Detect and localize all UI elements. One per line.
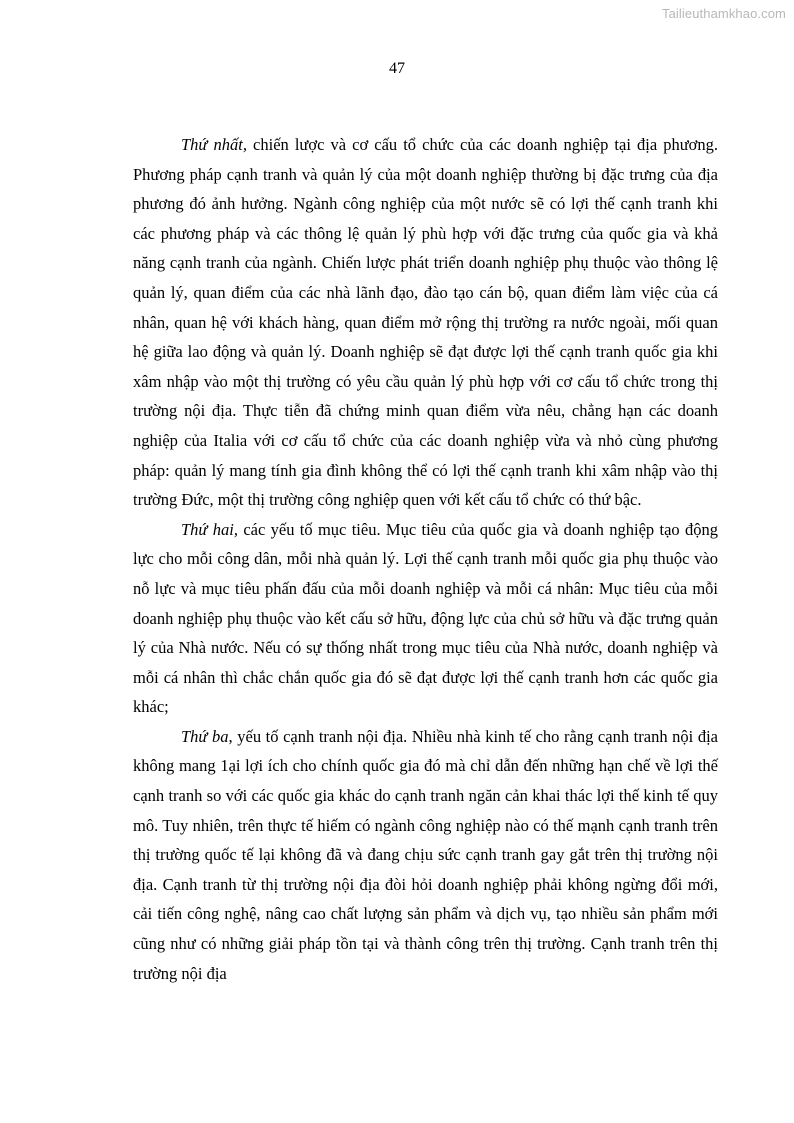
paragraph-lead: Thứ nhất, [181, 135, 247, 154]
paragraph-first [133, 130, 718, 515]
page-number: 47 [389, 60, 405, 77]
body-text [133, 130, 718, 988]
paragraph-second [133, 515, 718, 722]
paragraph-text: chiến lược và cơ cấu tổ chức của các doanh nghiệp tại địa phương. Phương pháp cạnh tranh và quản lý của một doanh nghiệp thường bị đặc trưng của địa phương đó ảnh hưởng. Ngành công nghiệp của một nước sẽ có lợi thế cạnh tranh khi các phương pháp và các thông lệ quản lý phù hợp với đặc trưng của quốc gia và khả năng cạnh tranh của ngành. Chiến lược phát triển doanh nghiệp phụ thuộc vào thông lệ quản lý, quan điểm của các nhà lãnh đạo, đào tạo cán bộ, quan điểm làm việc của cá nhân, quan hệ với khách hàng, quan điểm mở rộng thị trường ra nước ngoài, mối quan hệ giữa lao động và quản lý. Doanh nghiệp sẽ đạt được lợi thế cạnh tranh quốc gia khi xâm nhập vào một thị trường có yêu cầu quản lý phù hợp với cơ cấu tổ chức trong thị trường nội địa. Thực tiễn đã chứng minh quan điểm vừa nêu, chẳng hạn các doanh nghiệp của Italia với cơ cấu tổ chức của các doanh nghiệp vừa và nhỏ cùng phương pháp: quản lý mang tính gia đình không thể có lợi thế cạnh tranh khi xâm nhập vào thị trường Đức, một thị trường công nghiệp quen với kết cấu tổ chức có thứ bậc. [133, 135, 719, 510]
paragraph-lead: Thứ ba [181, 726, 229, 746]
paragraph-text: các yếu tố mục tiêu. Mục tiêu của quốc gia và doanh nghiệp tạo động lực cho mỗi công dân, mỗi nhà quản lý. Lợi thế cạnh tranh mỗi quốc gia phụ thuộc vào nỗ lực và mục tiêu phấn đấu của mỗi doanh nghiệp và mỗi cá nhân: Mục tiêu của mỗi doanh nghiệp phụ thuộc vào kết cấu sở hữu, động lực của chủ sở hữu và đặc trưng quản lý của Nhà nước. Nếu có sự thống nhất trong mục tiêu của Nhà nước, doanh nghiệp và mỗi cá nhân thì chắc chắn quốc gia đó sẽ đạt được lợi thế cạnh tranh hơn các quốc gia khác; [133, 519, 719, 717]
watermark-text: Tailieuthamkhao.com [661, 6, 786, 21]
paragraph-lead: Thứ hai, [181, 519, 238, 539]
paragraph-text: , yếu tố cạnh tranh nội địa. Nhiều nhà kinh tế cho rằng cạnh tranh nội địa không mang 1ại lợi ích cho chính quốc gia đó mà chỉ dẫn đến những hạn chế về lợi thế cạnh tranh so với các quốc gia khác do cạnh tranh ngăn cản khai thác lợi thế kinh tế quy mô. Tuy nhiên, trên thực tế hiếm có ngành công nghiệp nào có thế mạnh cạnh tranh trên thị trường quốc tế lại không đã và đang chịu sức cạnh tranh gay gắt trên thị trường nội địa. Cạnh tranh từ thị trường nội địa đòi hỏi doanh nghiệp phải không ngừng đổi mới, cải tiến công nghệ, nâng cao chất lượng sản phẩm và dịch vụ, tạo nhiều sản phẩm mới cũng như có những giải pháp tồn tại và thành công trên thị trường. Cạnh tranh trên thị trường nội địa [133, 726, 718, 983]
paragraph-third [133, 722, 718, 988]
